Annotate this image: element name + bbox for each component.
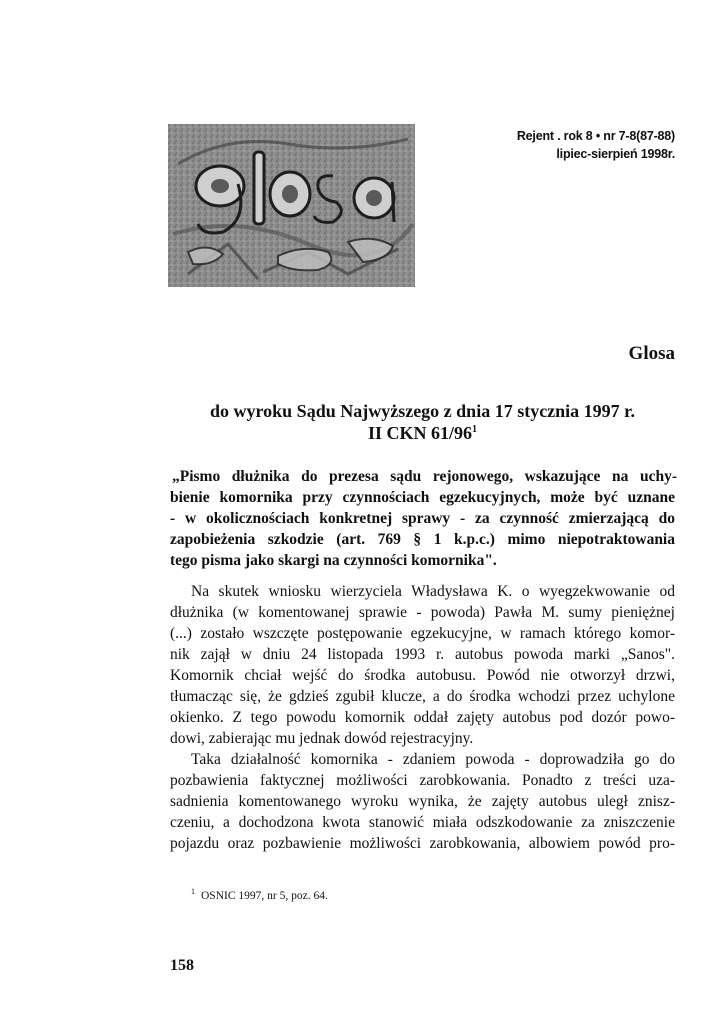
thesis-line: „Pismo dłużnika do prezesa sądu rejonowego, wskazujące na uchy- [172,468,677,485]
issue-date-line: lipiec-sierpień 1998r. [556,147,675,161]
body-line: pojazdu oraz pozbawienie możliwości zarobkowania, albowiem powód pro- [170,835,675,852]
page-title: Glosa [628,343,675,364]
body-line: dłużnika (w komentowanej sprawie - powoda) Pawła M. sumy pieniężnej [170,604,675,621]
subtitle-line-1: do wyroku Sądu Najwyższego z dnia 17 stycznia 1997 r. [209,401,636,421]
footnote-number: 1 [191,887,195,897]
subtitle-line-2 [170,422,675,444]
body-line: tłumacząc się, że gdzieś zgubił klucze, a do środka wchodzi przez uchylone [170,688,675,705]
case-number: II CKN 61/96 [367,423,472,443]
body-line: czeniu, a dochodzona kwota stanowić miała odszkodowanie za zniszczenie [170,814,675,831]
footnote-text: OSNIC 1997, nr 5, poz. 64. [201,890,328,902]
body-line: Na skutek wniosku wierzyciela Władysława K. o wyegzekwowanie od [191,583,675,600]
subtitle [170,400,675,444]
page-number: 158 [170,957,194,974]
glosa-logo-icon [168,124,415,287]
footnote [191,889,328,903]
footnote-reference: 1 [472,424,477,435]
body-line: dowi, zabierając mu jednak dowód rejestracyjny. [170,730,474,747]
thesis-line: zapobieżenia szkodzie (art. 769 § 1 k.p.c.) mimo niepotraktowania [170,531,675,548]
thesis-line: tego pisma jako skargi na czynności komornika". [170,552,497,569]
body-line: pozbawienia faktycznej możliwości zarobkowania. Ponadto z treści uza- [170,772,675,789]
journal-line: Rejent . rok 8 • nr 7-8(87-88) [516,129,675,143]
thesis-line: bienie komornika przy czynnościach egzekucyjnych, może być uznane [170,489,675,506]
body-line: nik zajął w dniu 24 listopada 1993 r. autobus powoda marki „Sanos". [170,646,675,663]
journal-header [430,127,675,163]
body-line: okienko. Z tego powodu komornik oddał zajęty autobus pod dozór powo- [170,709,675,726]
body-line: Komornik chciał wejść do środka autobusu. Powód nie otworzył drzwi, [170,667,675,684]
thesis-line: - w okolicznościach konkretnej sprawy - za czynność zmierzającą do [170,510,675,527]
body-line: Taka działalność komornika - zdaniem powoda - doprowadziła go do [191,751,675,768]
body-line: sadnienia komentowanego wyroku wynika, że zajęty autobus uległ znisz- [170,793,675,810]
body-line: (...) zostało wszczęte postępowanie egzekucyjne, w ramach którego komor- [170,625,675,642]
